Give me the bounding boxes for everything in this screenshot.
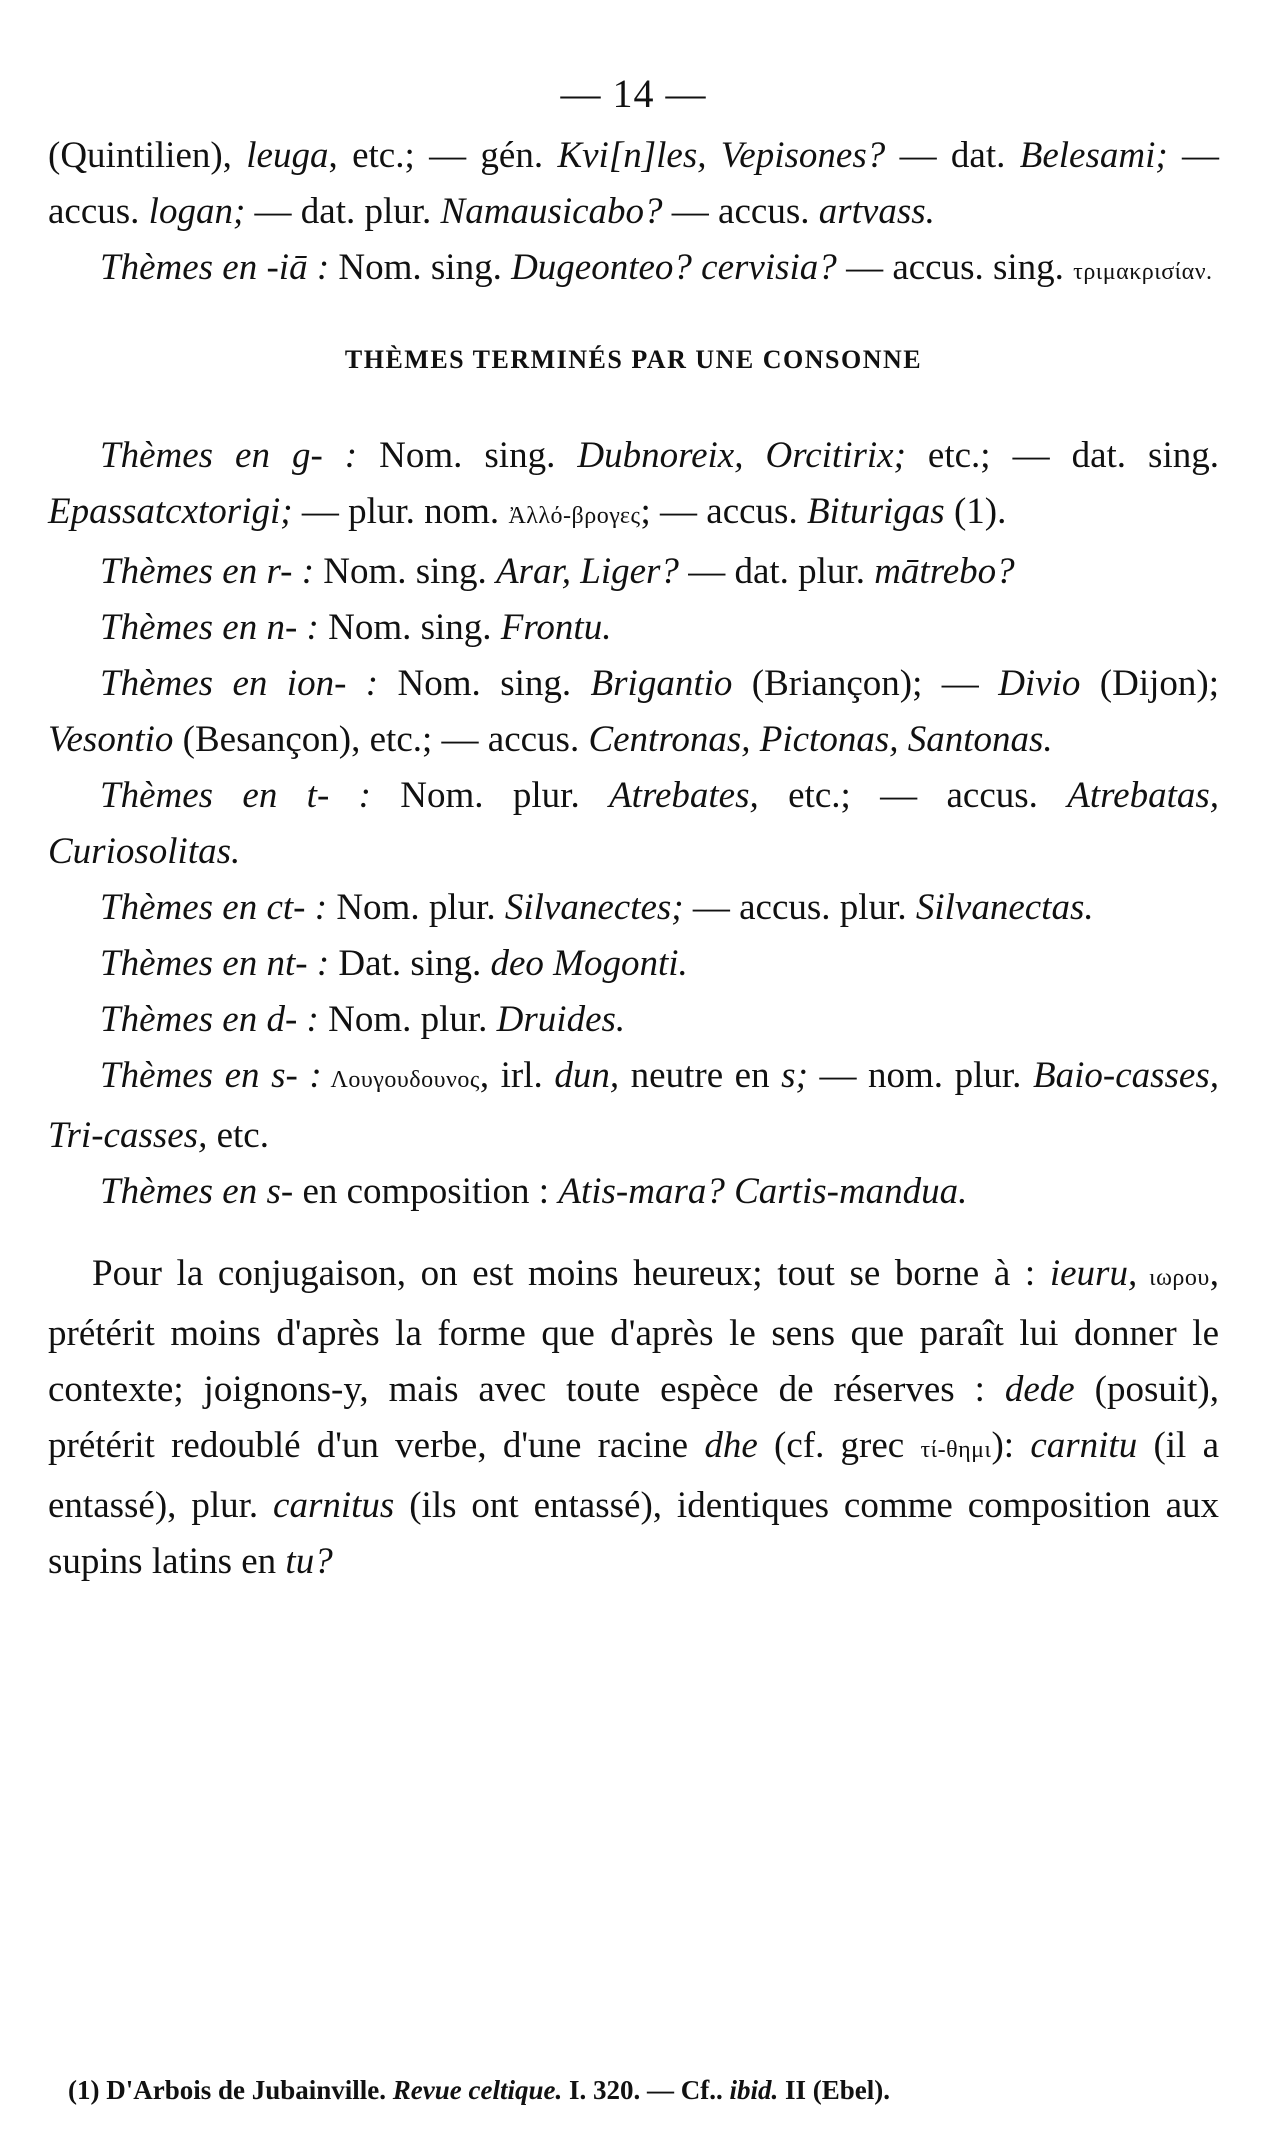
stem-entry-nt: Thèmes en nt- : Dat. sing. deo Mogonti. — [100, 943, 688, 984]
stem-entry-s: Thèmes en s- : Λουγουδουνος, irl. dun, neutre en s; — nom. plur. Baio-casses, Tri-casses, etc. — [48, 1055, 1219, 1156]
page-number: — 14 — — [560, 71, 707, 116]
stem-entry-d: Thèmes en d- : Nom. plur. Druides. — [100, 999, 626, 1040]
stem-entry-ion: Thèmes en ion- : Nom. sing. Brigantio (Briançon); — Divio (Dijon); Vesontio (Besançon), etc.; — accus. Centronas, Pictonas, Santonas. — [48, 663, 1220, 760]
stem-entry-g: Thèmes en g- : Nom. sing. Dubnoreix, Orcitirix; etc.; — dat. sing. Epassatcxtorigi; — plur. nom. Ἀλλό-βρογες; — accus. Biturigas (1). — [48, 435, 1219, 532]
stem-entry-r: Thèmes en r- : Nom. sing. Arar, Liger? — dat. plur. mātrebo? — [100, 551, 1015, 592]
footnote: (1) D'Arbois de Jubainville. Revue celtique. I. 320. — Cf.. ibid. II (Ebel). — [68, 2075, 891, 2105]
stem-entry-ct: Thèmes en ct- : Nom. plur. Silvanectes; — accus. plur. Silvanectas. — [100, 887, 1094, 928]
footnote-ref: (1). — [944, 491, 1007, 532]
paragraph-declension-continued: (Quintilien), leuga, etc.; — gén. Kvi[n]les, Vepisones? — dat. Belesami; — accus. logan; — dat. plur. Namausicabo? — accus. artvass. — [48, 135, 1220, 232]
stem-entry-s-composition: Thèmes en s- en composition : Atis-mara? Cartis-mandua. — [100, 1171, 968, 1212]
section-heading: THÈMES TERMINÉS PAR UNE CONSONNE — [344, 345, 923, 374]
stem-entry-n: Thèmes en n- : Nom. sing. Frontu. — [100, 607, 612, 648]
paragraph-conjugation: Pour la conjugaison, on est moins heureux; tout se borne à : ieuru, ιωρου, prétérit moins d'après la forme que d'après le sens que paraît lui donner le contexte; joignons-y, mais avec toute espèce de réserves : dede (posuit), prétérit redoublé d'un verbe, d'une racine dhe (cf. grec τί-θημι): carnitu (il a entassé), plur. carnitus (ils ont entassé), identiques comme composition aux supins latins en tu? — [48, 1253, 1220, 1582]
stem-entry-t: Thèmes en t- : Nom. plur. Atrebates, etc.; — accus. Atrebatas, Curiosolitas. — [48, 775, 1220, 872]
paragraph-themes-ia: Thèmes en -iā : Nom. sing. Dugeonteo? cervisia? — accus. sing. τριμακρισίαν. — [100, 247, 1213, 288]
